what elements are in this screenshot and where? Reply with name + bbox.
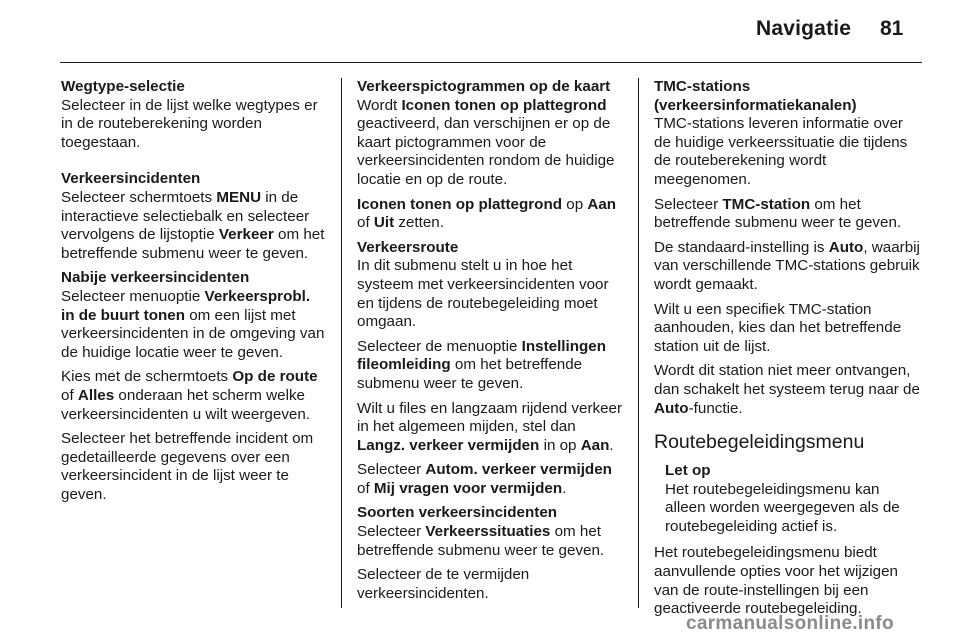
header-divider [60,62,922,63]
text-run: TMC-stations leveren informatie over de huidige verkeerssituatie die tijdens de routeberekening wordt meegenomen. [654,115,908,188]
option-label: Alles [77,386,115,404]
soorten-heading: Soorten verkeersincidenten [357,504,558,522]
page-title: Navigatie [756,17,852,40]
column-divider [638,78,639,608]
text-run: Selecteer [357,461,426,479]
text-run: om het betreffende submenu weer te geven. [654,195,902,232]
kies-paragraph [61,368,327,424]
text-run: Wordt [357,96,402,114]
text-run: . [609,436,614,454]
autom-paragraph [357,461,623,498]
note-block [654,462,920,536]
column-3 [654,78,920,625]
option-label: Verkeer [218,226,274,244]
pictogram-paragraph [357,78,623,190]
ontvang-paragraph [654,362,920,418]
text-run: Kies met de schermtoets [61,368,233,386]
option-label: Aan [580,436,610,454]
option-label: Instellingen fileomleiding [357,337,607,374]
instel-paragraph [357,338,623,394]
text-run: Selecteer de menuoptie [357,337,522,355]
text-run: om het betreffende submenu weer te geven. [61,226,325,262]
default-paragraph [654,239,920,295]
column-1 [61,78,327,510]
note-heading: Let op [665,462,711,480]
column-divider [341,78,342,608]
pictogram-heading: Verkeerspictogrammen op de kaart [357,78,611,95]
vermijden-paragraph: Selecteer de te vermijden verkeersincidenten. [357,566,530,602]
text-run: geactiveerd, dan verschijnen er op de kaart pictogrammen voor de verkeersincidenten rondom de huidige locatie en op de route. [357,115,615,188]
text-run: Wordt dit station niet meer ontvangen, dan schakelt het systeem terug naar de [654,362,920,398]
nabije-paragraph [61,269,327,362]
option-label: Langz. verkeer vermijden [357,436,540,454]
text-run: om het betreffende submenu weer te geven. [357,356,583,392]
option-label: Verkeersprobl. in de buurt tonen [61,287,311,324]
text-run: of [357,479,374,497]
text-run: Selecteer [654,195,723,213]
option-label: TMC-station [722,195,811,213]
text-run: , waarbij van verschillende TMC-stations gebruik wordt gemaakt. [654,238,920,293]
incidenten-paragraph [61,170,327,263]
watermark: carmanualsonline.info [686,613,894,634]
option-label: Verkeerssituaties [425,523,551,541]
text-run: zetten. [394,214,444,232]
text-run: onderaan het scherm welke verkeersincidenten u wilt weergeven. [61,386,311,423]
option-label: Aan [587,195,617,213]
option-label: Iconen tonen op plattegrond [357,195,563,213]
wegtype-text: Selecteer in de lijst welke wegtypes er in de routeberekening worden toegestaan. [61,96,318,151]
text-run: in op [539,436,581,454]
text-run: Wilt u files en langzaam rijdend verkeer in het algemeen mijden, stel dan [357,399,623,436]
route-heading: Verkeersroute [357,238,459,256]
select-paragraph: Selecteer het betreffende incident om gedetailleerde gegevens over een verkeersincident in de lijst weer te geven. [61,430,314,503]
final-paragraph: Het routebegeleidingsmenu biedt aanvullende opties voor het wijzigen van de route-instellingen bij een geactiveerde routebegeleiding. [654,544,899,618]
route-paragraph [357,239,623,332]
option-label: Auto [654,399,689,417]
menu-key-label: MENU [216,188,262,206]
wegtype-heading: Wegtype-selectie [61,78,185,95]
specifiek-paragraph: Wilt u een specifiek TMC-station aanhouden, kies dan het betreffende station uit de lijst. [654,300,902,355]
section-heading: Routebegeleidingsmenu [654,431,865,454]
text-run: of [61,386,78,404]
text-run: Selecteer schermtoets [61,188,217,206]
column-2 [357,78,623,609]
option-label: Iconen tonen op plattegrond [401,96,607,114]
incidenten-heading: Verkeersincidenten [61,170,201,188]
tmc-paragraph [654,78,920,190]
note-text: Het routebegeleidingsmenu kan alleen worden weergegeven als de routebegeleiding actief is. [665,480,900,535]
tmcsel-paragraph [654,196,920,233]
option-label: Autom. verkeer vermijden [425,461,612,479]
text-run: of [357,214,374,232]
option-label: Mij vragen voor vermijden [373,479,563,497]
text-run: . [562,479,567,497]
text-run: -functie. [688,399,743,417]
nabije-heading: Nabije verkeersincidenten [61,269,250,287]
tmc-heading: TMC-stations (verkeersinformatiekanalen) [654,78,857,114]
text-run: De standaard-instelling is [654,238,829,256]
text-run: Selecteer [357,523,426,541]
files-paragraph [357,400,623,456]
option-label: Auto [828,238,864,256]
option-label: Uit [373,214,395,232]
text-run: om het betreffende submenu weer te geven. [357,523,605,559]
text-run: om een lijst met verkeersincidenten in de omgeving van de huidige locatie weer te geven. [61,306,325,361]
soorten-paragraph [357,504,623,560]
wegtype-paragraph [61,78,327,152]
page-number: 81 [880,17,904,40]
text-run: in de interactieve selectiebalk en selecteer vervolgens de lijstoptie [61,188,310,244]
text-run: In dit submenu stelt u in hoe het systeem met verkeersincidenten voor en tijdens de routebegeleiding moet omgaan. [357,257,609,331]
iconen-paragraph [357,196,623,233]
text-run: op [562,195,588,213]
text-run: Selecteer menuoptie [61,287,205,305]
option-label: Op de route [232,368,318,386]
